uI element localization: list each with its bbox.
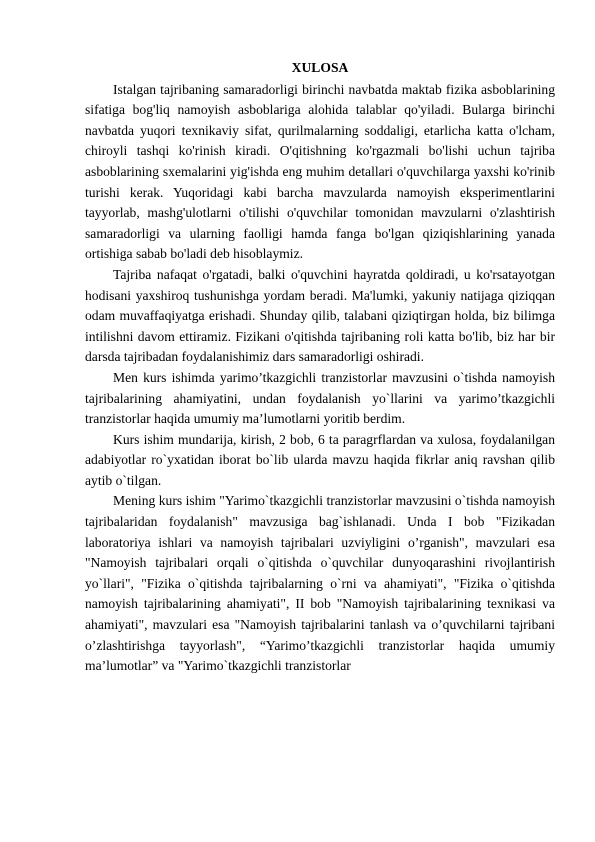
- paragraph-5: Mening kurs ishim "Yarimo`tkazgichli tranzistorlar mavzusini o`tishda namoyish tajribalaridan foydalanish" mavzusiga bag`ishlanadi. Unda I bob "Fizikadan laboratoriya ishlari va namoyish tajribalari uzviyligini o’rganish", mavzulari esa "Namoyish tajribalari orqali o`qitishda o`quvchilar dunyoqarashini rivojlantirish yo`llari", "Fizika o`qitishda tajribalarning o`rni va ahamiyati", "Fizika o`qitishda namoyish tajribalarining ahamiyati", II bob "Namoyish tajribalarining texnikasi va ahamiyati", mavzulari esa "Namoyish tajribalarini tanlash va o’quvchilarni tajribani o’zlashtirishga tayyorlash", “Yarimo’tkazgichli tranzistorlar haqida umumiy ma’lumotlar” va "Yarimo`tkazgichli tranzistorlar: [85, 493, 555, 674]
- paragraph-3: Men kurs ishimda yarimo’tkazgichli tranzistorlar mavzusini o`tishda namoyish tajribalarining ahamiyatini, undan foydalanish yo`llarini va yarimo’tkazgichli tranzistorlar haqida umumiy ma’lumotlarni yoritib berdim.: [85, 369, 555, 427]
- paragraph-2: Tajriba nafaqat o'rgatadi, balki o'quvchini hayratda qoldiradi, u ko'rsatayotgan hodisani yaxshiroq tushunishga yordam beradi. Ma'lumki, yakuniy natijaga qiziqqan odam muvaffaqiyatga erishadi. Shunday qilib, talabani qiziqtirgan holda, biz bilimga intilishni davom ettiramiz. Fizikani o'qitishda tajribaning roli katta bo'lib, biz har bir darsda tajribadan foydalanishimiz dars samaradorligi oshiradi.: [85, 266, 555, 365]
- document-title: XULOSA: [291, 60, 349, 75]
- paragraph-1: Istalgan tajribaning samaradorligi birinchi navbatda maktab fizika asboblarining sifatiga bog'liq namoyish asboblariga alohida talablar qo'yiladi. Bularga birinchi navbatda yuqori texnikaviy sifat, qurilmalarning soddaligi, etarlicha katta o'lcham, chiroyli tashqi ko'rinish kiradi. O'qitishning ko'rgazmali bo'lishi uchun tajriba asboblarining sxemalarini yig'ishda eng muhim detallari o'quvchilarga yaxshi ko'rinib turishi kerak. Yuqoridagi kabi barcha mavzularda namoyish eksperimentlarini tayyorlab, mashg'ulotlarni o'tilishi o'quvchilar tomonidan mavzularni o'zlashtirish samaradorligi va ularning faolligi hamda fanga bo'lgan qiziqishlarining yanada ortishiga sabab bo'ladi deb hisoblaymiz.: [85, 81, 555, 262]
- document-page: [85, 58, 555, 677]
- paragraph-4: Kurs ishim mundarija, kirish, 2 bob, 6 ta paragrflardan va xulosa, foydalanilgan adabiyotlar ro`yxatidan iborat bo`lib ularda mavzu haqida fikrlar aniq ravshan qilib aytib o`tilgan.: [85, 431, 555, 488]
